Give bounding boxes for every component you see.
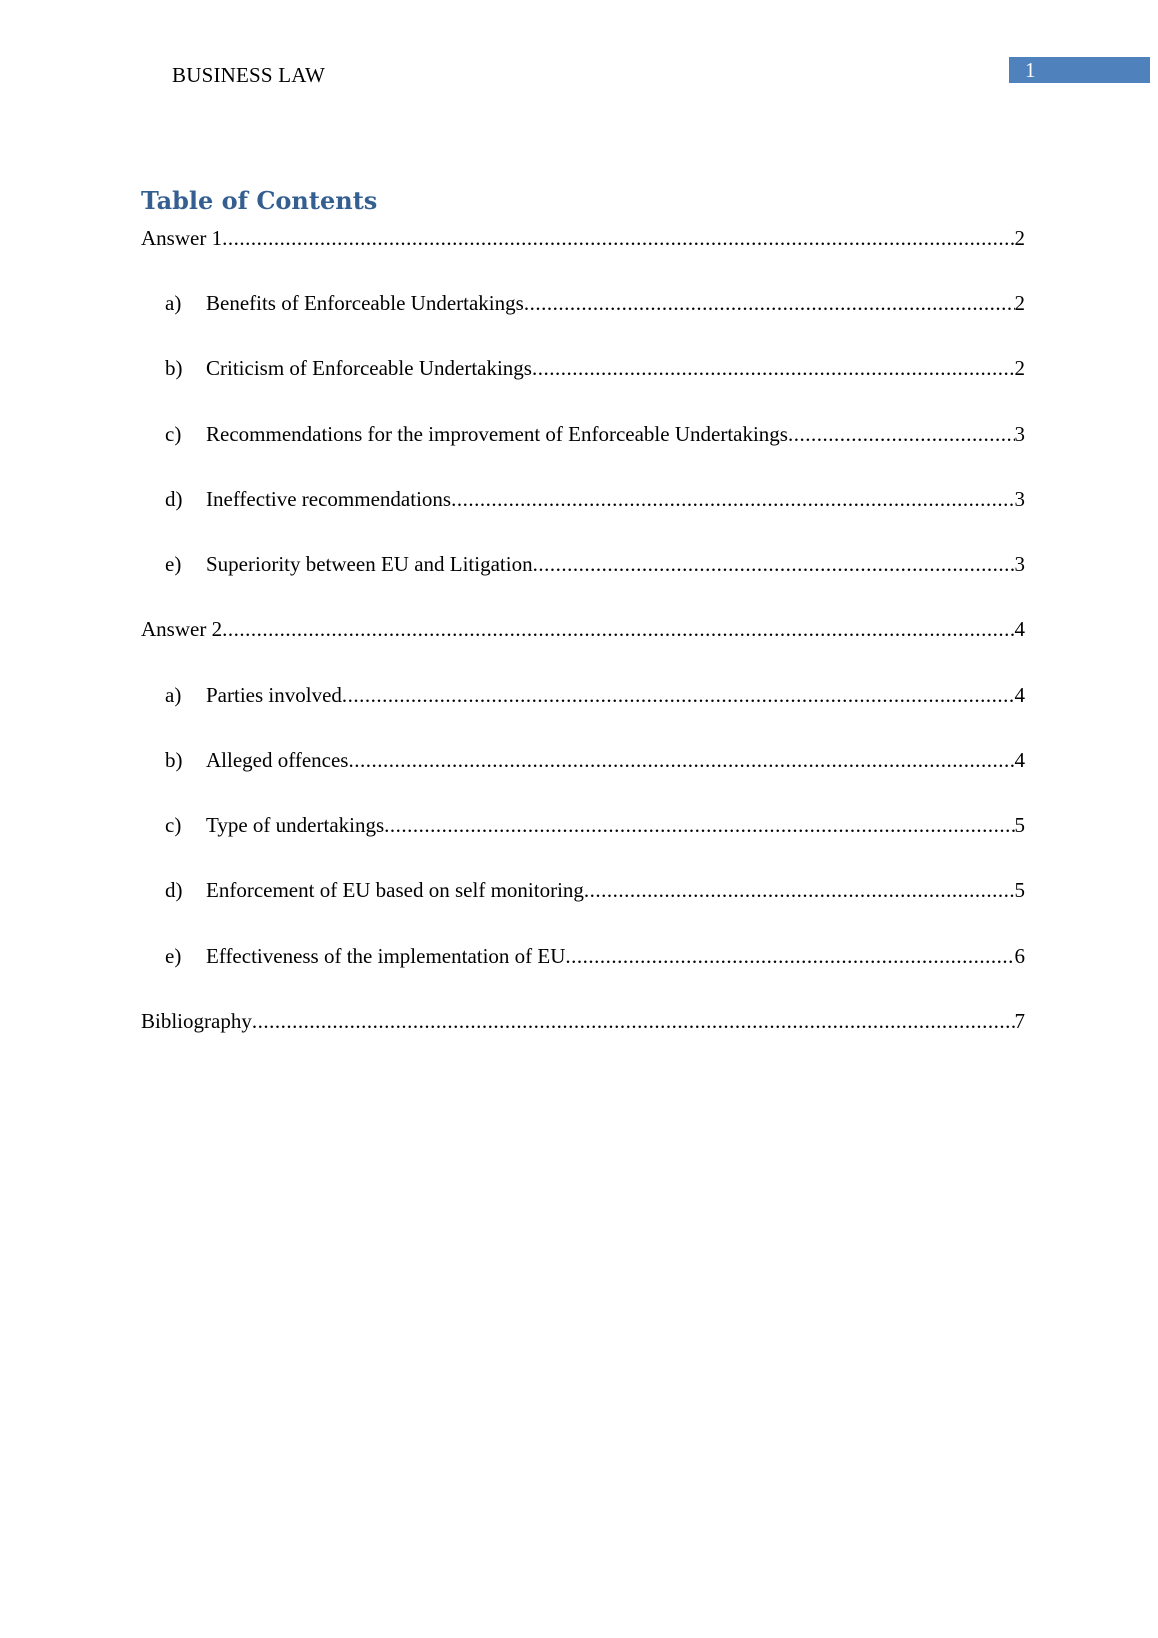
toc-entry-effectiveness[interactable] <box>165 942 1025 970</box>
dot-leader <box>222 224 1014 252</box>
toc-entry-label: Answer 2 <box>141 617 223 641</box>
toc-entry-page: 4 <box>1014 748 1025 772</box>
list-marker: b) <box>165 356 183 380</box>
toc-entry-label: Bibliography <box>141 1009 252 1033</box>
toc-entry-page: 2 <box>1014 356 1025 380</box>
toc-entry-ineffective[interactable] <box>165 485 1025 513</box>
header-title: BUSINESS LAW <box>172 63 325 87</box>
toc-entry-page: 6 <box>1014 944 1025 968</box>
toc-entry-parties[interactable] <box>165 681 1025 709</box>
toc-entry-enforcement[interactable] <box>165 876 1025 904</box>
dot-leader <box>451 485 1014 513</box>
toc-title: Table of Contents <box>141 186 378 215</box>
toc-entry-label: Alleged offences <box>206 748 349 772</box>
toc-entry-page: 2 <box>1014 291 1025 315</box>
list-marker: a) <box>165 683 182 707</box>
toc-entry-page: 3 <box>1014 552 1025 576</box>
dot-leader <box>252 1007 1015 1035</box>
toc-entry-label: Superiority between EU and Litigation <box>206 552 533 576</box>
toc-entry-page: 3 <box>1014 422 1025 446</box>
toc-entry-superiority[interactable] <box>165 550 1025 578</box>
list-marker: d) <box>165 487 183 511</box>
list-marker: e) <box>165 944 182 968</box>
toc-entry-label: Ineffective recommendations <box>206 487 452 511</box>
toc-entry-label: Type of undertakings <box>206 813 385 837</box>
toc-entry-answer-2[interactable] <box>141 615 1025 643</box>
list-marker: e) <box>165 552 182 576</box>
toc-entry-label: Enforcement of EU based on self monitoring <box>206 878 584 902</box>
list-marker: a) <box>165 291 182 315</box>
toc-entry-label: Effectiveness of the implementation of EU <box>206 944 566 968</box>
dot-leader <box>222 615 1014 643</box>
list-marker: b) <box>165 748 183 772</box>
toc-entry-label: Parties involved <box>206 683 342 707</box>
list-marker: d) <box>165 878 183 902</box>
dot-leader <box>348 746 1014 774</box>
toc-entry-alleged-offences[interactable] <box>165 746 1025 774</box>
toc-entry-type-of-undertakings[interactable] <box>165 811 1025 839</box>
list-marker: c) <box>165 422 182 446</box>
toc-entry-label: Answer 1 <box>141 226 223 250</box>
dot-leader <box>565 942 1014 970</box>
toc-entry-label: Recommendations for the improvement of Enforceable Undertakings <box>206 422 788 446</box>
toc-entry-page: 5 <box>1014 813 1025 837</box>
dot-leader <box>788 420 1015 448</box>
dot-leader <box>384 811 1014 839</box>
toc-entry-page: 4 <box>1014 617 1025 641</box>
toc-entry-label: Criticism of Enforceable Undertakings <box>206 356 532 380</box>
dot-leader <box>342 681 1015 709</box>
page-number-box <box>1009 57 1150 83</box>
toc-entry-page: 7 <box>1014 1009 1025 1033</box>
dot-leader <box>584 876 1015 904</box>
toc-entry-recommendations[interactable] <box>165 420 1025 448</box>
toc-entry-answer-1[interactable] <box>141 224 1025 252</box>
toc-entry-criticism[interactable] <box>165 354 1025 382</box>
page-number: 1 <box>1025 58 1036 82</box>
list-marker: c) <box>165 813 182 837</box>
toc-entry-page: 4 <box>1014 683 1025 707</box>
toc-entry-bibliography[interactable] <box>141 1007 1025 1035</box>
toc-entry-page: 3 <box>1014 487 1025 511</box>
dot-leader <box>532 354 1015 382</box>
dot-leader <box>524 289 1015 317</box>
toc-entry-page: 5 <box>1014 878 1025 902</box>
toc-entry-benefits[interactable] <box>165 289 1025 317</box>
toc-entry-label: Benefits of Enforceable Undertakings <box>206 291 524 315</box>
toc-entry-page: 2 <box>1014 226 1025 250</box>
dot-leader <box>533 550 1015 578</box>
